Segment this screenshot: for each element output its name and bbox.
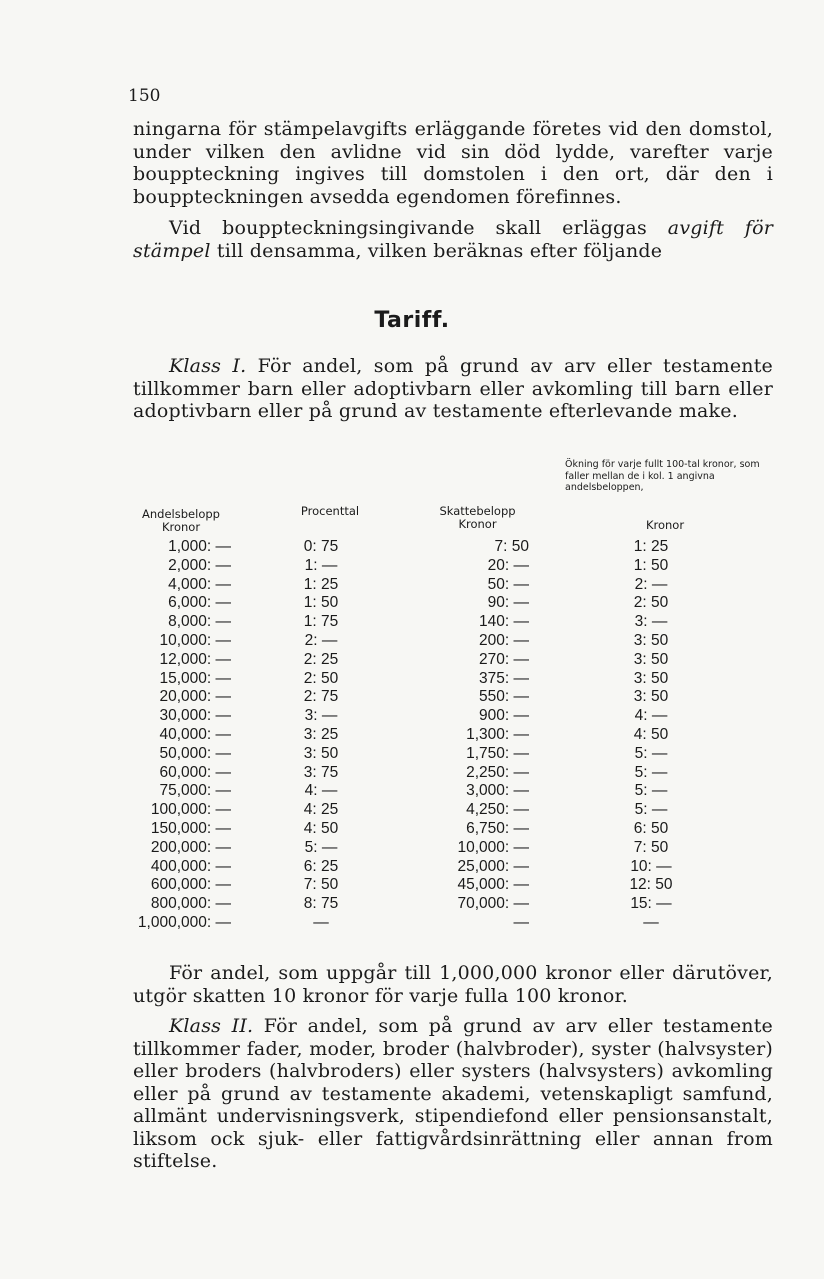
table-row: [126, 688, 766, 707]
procenttal-cell: 2: 25: [303, 650, 339, 668]
procenttal-cell: 5: —: [304, 838, 338, 856]
header-okning: Ökning för varje fullt 100-tal kronor, som faller mellan de i kol. 1 angivna andelsbeloppen,: [565, 459, 760, 493]
procenttal-cell: 4: 50: [303, 819, 339, 837]
okning-cell: 4: 50: [633, 725, 669, 743]
okning-cell: 5: —: [634, 744, 668, 762]
table-row: [126, 914, 766, 933]
skattebelopp-cell: 375: —: [479, 669, 529, 687]
andelsbelopp-cell: 15,000: —: [159, 669, 231, 687]
table-row: [126, 895, 766, 914]
skattebelopp-cell: 7: 50: [494, 538, 529, 555]
skattebelopp-cell: 1,750: —: [466, 744, 529, 762]
procenttal-cell: 3: —: [304, 707, 338, 725]
skattebelopp-cell: 3,000: —: [466, 782, 529, 800]
procenttal-cell: 1: 75: [303, 613, 339, 631]
procenttal-cell: 2: 50: [303, 669, 339, 687]
andelsbelopp-cell: 1,000: —: [168, 538, 231, 555]
table-row: [126, 707, 766, 726]
klass1-paragraph: [133, 355, 773, 423]
skattebelopp-cell: 70,000: —: [457, 895, 529, 913]
table-row: [126, 745, 766, 764]
tariff-table: [126, 538, 766, 933]
table-row: [126, 576, 766, 595]
procenttal-cell: 3: 50: [303, 744, 339, 762]
klass1-label: Klass I.: [169, 355, 247, 377]
skattebelopp-cell: —: [513, 913, 529, 931]
procenttal-cell: 1: —: [304, 556, 338, 574]
okning-cell: 12: 50: [629, 876, 673, 894]
header-skattebelopp-unit: Kronor: [458, 517, 497, 531]
stamp-fee-paragraph: [133, 217, 773, 262]
okning-cell: 2: 50: [633, 594, 669, 612]
okning-cell: 3: 50: [633, 650, 669, 668]
table-row: [126, 876, 766, 895]
procenttal-cell: 1: 25: [303, 575, 339, 593]
andelsbelopp-cell: 2,000: —: [168, 556, 231, 574]
procenttal-cell: 3: 25: [303, 725, 339, 743]
header-andelsbelopp-unit: Kronor: [161, 520, 201, 534]
okning-cell: 3: 50: [633, 669, 669, 687]
skattebelopp-cell: 6,750: —: [466, 819, 529, 837]
table-row: [126, 613, 766, 632]
okning-cell: 3: 50: [633, 688, 669, 706]
intro-paragraph: [133, 118, 773, 208]
table-row: [126, 858, 766, 877]
klass2-text: För andel, som på grund av arv eller testamente tillkommer fader, moder, broder (halvbroder), syster (halvsyster) eller broders (halvbroders) eller systers (halvsysters) avkomling eller på grund av testamente akademi, vetenskapligt samfund, allmänt undervisningsverk, stipendiefond eller pensionsanstalt, liksom ock sjuk- eller fattigvårdsinrättning eller annan from stiftelse.: [133, 1015, 773, 1172]
andelsbelopp-cell: 800,000: —: [150, 895, 231, 913]
table-row: [126, 538, 766, 557]
procenttal-cell: 1: 50: [303, 594, 339, 612]
andelsbelopp-cell: 150,000: —: [150, 819, 231, 837]
skattebelopp-cell: 10,000: —: [457, 838, 529, 856]
procenttal-cell: 2: 75: [303, 688, 339, 706]
stamp-fee-text-end: till densamma, vilken beräknas efter följande: [210, 239, 663, 262]
table-row: [126, 782, 766, 801]
andelsbelopp-cell: 100,000: —: [150, 801, 231, 819]
andelsbelopp-cell: 10,000: —: [159, 631, 231, 649]
procenttal-cell: —: [313, 913, 329, 931]
andelsbelopp-cell: 1,000,000: —: [137, 913, 231, 931]
skattebelopp-cell: 550: —: [479, 688, 529, 706]
page-number: 150: [128, 86, 161, 106]
skattebelopp-cell: 900: —: [479, 707, 529, 725]
klass2-label: Klass II.: [169, 1015, 254, 1037]
andelsbelopp-cell: 50,000: —: [159, 744, 231, 762]
skattebelopp-cell: 2,250: —: [466, 763, 529, 781]
skattebelopp-cell: 270: —: [479, 650, 529, 668]
table-row: [126, 726, 766, 745]
header-procenttal: Procenttal: [300, 504, 360, 518]
table-row: [126, 557, 766, 576]
skattebelopp-cell: 4,250: —: [466, 801, 529, 819]
andelsbelopp-cell: 6,000: —: [168, 594, 231, 612]
skattebelopp-cell: 45,000: —: [457, 876, 529, 894]
skattebelopp-cell: 50: —: [487, 575, 529, 593]
klass2-paragraph: [133, 1015, 773, 1173]
after-table-paragraph: [133, 962, 773, 1007]
okning-cell: 3: —: [634, 613, 668, 631]
after-table-text: För andel, som uppgår till 1,000,000 kronor eller därutöver, utgör skatten 10 kronor för varje fulla 100 kronor.: [133, 962, 773, 1007]
okning-cell: 5: —: [634, 763, 668, 781]
stamp-fee-emphasis: avgift för stämpel: [133, 217, 774, 262]
header-andelsbelopp: [126, 508, 236, 534]
okning-cell: —: [643, 913, 659, 931]
okning-cell: 6: 50: [633, 819, 669, 837]
table-row: [126, 594, 766, 613]
skattebelopp-cell: 140: —: [479, 613, 529, 631]
andelsbelopp-cell: 20,000: —: [159, 688, 231, 706]
skattebelopp-cell: 90: —: [487, 594, 529, 612]
procenttal-cell: 7: 50: [303, 876, 339, 894]
andelsbelopp-cell: 400,000: —: [150, 857, 231, 875]
table-row: [126, 670, 766, 689]
table-row: [126, 839, 766, 858]
okning-cell: 10: —: [630, 857, 672, 875]
procenttal-cell: 3: 75: [303, 763, 339, 781]
andelsbelopp-cell: 600,000: —: [150, 876, 231, 894]
andelsbelopp-cell: 60,000: —: [159, 763, 231, 781]
procenttal-cell: 8: 75: [303, 895, 339, 913]
okning-cell: 1: 50: [633, 556, 669, 574]
okning-cell: 15: —: [630, 895, 672, 913]
procenttal-cell: 2: —: [304, 631, 338, 649]
table-row: [126, 632, 766, 651]
andelsbelopp-cell: 12,000: —: [159, 650, 231, 668]
andelsbelopp-cell: 200,000: —: [150, 838, 231, 856]
tariff-title: Tariff.: [374, 308, 450, 333]
okning-cell: 4: —: [634, 707, 668, 725]
header-andelsbelopp-label: Andelsbelopp: [142, 507, 220, 521]
okning-cell: 3: 50: [633, 631, 669, 649]
table-row: [126, 651, 766, 670]
andelsbelopp-cell: 75,000: —: [159, 782, 231, 800]
okning-cell: 5: —: [634, 801, 668, 819]
andelsbelopp-cell: 30,000: —: [159, 707, 231, 725]
table-row: [126, 820, 766, 839]
table-row: [126, 801, 766, 820]
klass1-text: För andel, som på grund av arv eller testamente tillkommer barn eller adoptivbarn eller avkomling till barn eller adoptivbarn eller på grund av testamente efterlevande make.: [133, 355, 773, 422]
stamp-fee-text-start: Vid bouppteckningsingivande skall erläggas: [169, 217, 668, 239]
okning-cell: 5: —: [634, 782, 668, 800]
andelsbelopp-cell: 40,000: —: [159, 725, 231, 743]
header-skattebelopp-label: Skattebelopp: [439, 504, 516, 518]
skattebelopp-cell: 25,000: —: [457, 857, 529, 875]
table-row: [126, 764, 766, 783]
header-okning-unit: Kronor: [645, 518, 685, 532]
procenttal-cell: 6: 25: [303, 857, 339, 875]
okning-cell: 7: 50: [633, 838, 669, 856]
okning-cell: 2: —: [634, 575, 668, 593]
skattebelopp-cell: 200: —: [479, 631, 529, 649]
skattebelopp-cell: 1,300: —: [466, 725, 529, 743]
procenttal-cell: 0: 75: [303, 538, 339, 555]
procenttal-cell: 4: —: [304, 782, 338, 800]
okning-cell: 1: 25: [633, 538, 669, 555]
andelsbelopp-cell: 4,000: —: [168, 575, 231, 593]
andelsbelopp-cell: 8,000: —: [168, 613, 231, 631]
intro-text: ningarna för stämpelavgifts erläggande företes vid den domstol, under vilken den avlidne vid sin död lydde, varefter varje bouppteckning ingives till domstolen i den ort, där den i bouppteckningen avsedda egendomen förefinnes.: [133, 118, 773, 208]
skattebelopp-cell: 20: —: [487, 556, 529, 574]
header-skattebelopp: [420, 505, 535, 531]
procenttal-cell: 4: 25: [303, 801, 339, 819]
